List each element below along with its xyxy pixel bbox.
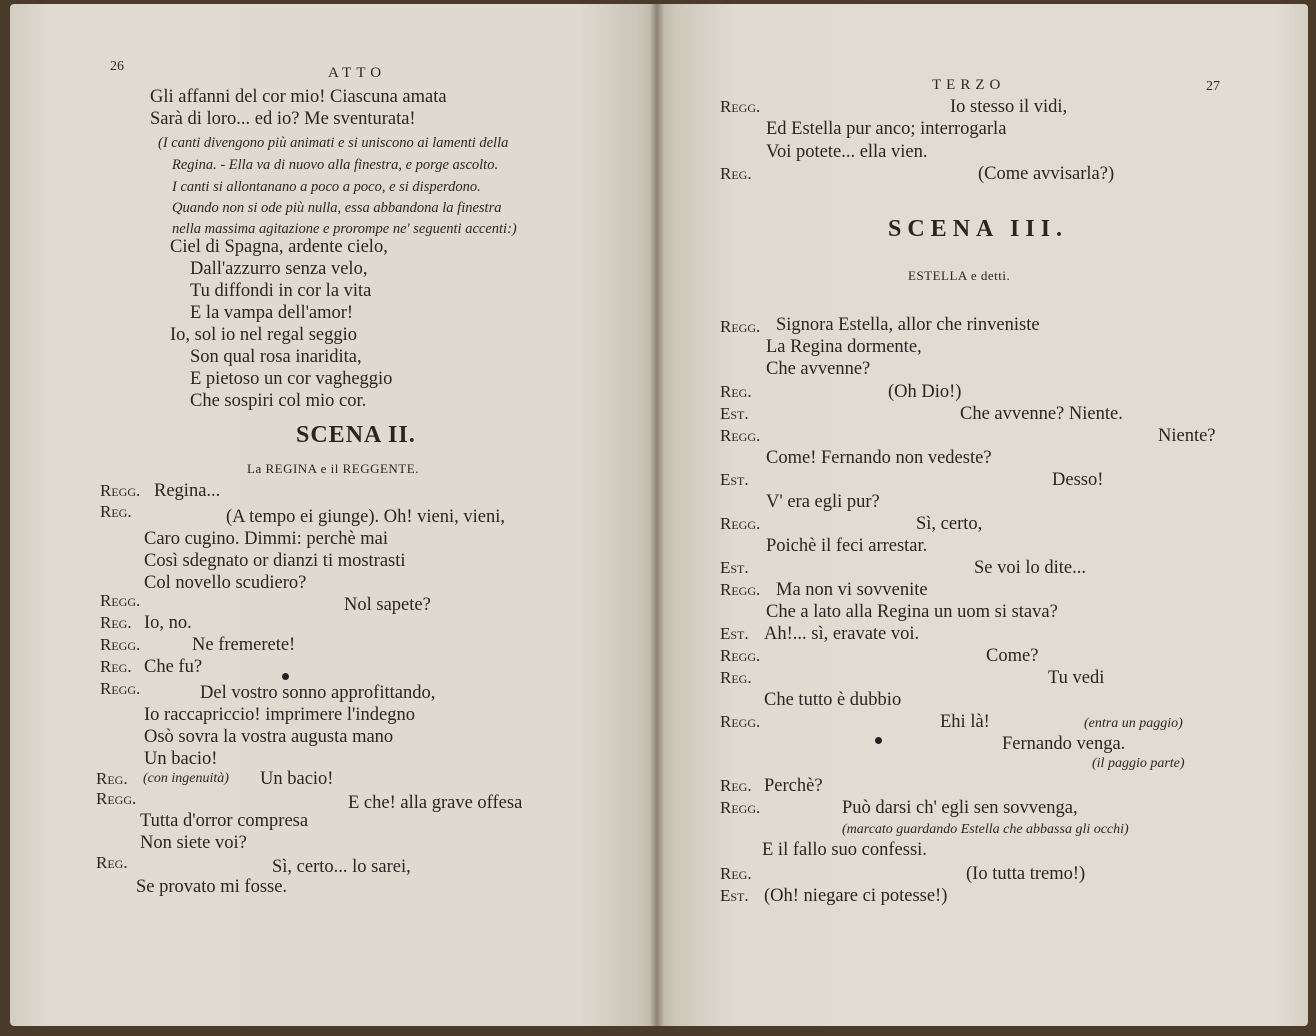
- dialogue-line: La Regina dormente,: [766, 337, 922, 357]
- ink-spot: [282, 673, 289, 680]
- stage-direction: Regina. - Ella va di nuovo alla finestra, e porge ascolto.: [172, 157, 499, 173]
- speaker: Est.: [720, 470, 749, 489]
- dialogue-line: Ma non vi sovvenite: [776, 580, 928, 600]
- dialogue-line: Poichè il feci arrestar.: [766, 536, 928, 556]
- dialogue-line: Perchè?: [764, 776, 823, 796]
- dialogue-line: Come! Fernando non vedeste?: [766, 448, 992, 468]
- dialogue-line: Caro cugino. Dimmi: perchè mai: [144, 529, 389, 549]
- dialogue-line: Ne fremerete!: [192, 635, 296, 655]
- stage-direction: (entra un paggio): [1084, 716, 1183, 731]
- aria-line: E pietoso un cor vagheggio: [190, 369, 393, 389]
- aria-line: Io, sol io nel regal seggio: [170, 325, 358, 345]
- dialogue-line: Ah!... sì, eravate voi.: [764, 624, 920, 644]
- dialogue-line: Signora Estella, allor che rinveniste: [776, 315, 1040, 335]
- verse-line: Gli affanni del cor mio! Ciascuna amata: [150, 87, 447, 107]
- scene-title: SCENA II.: [296, 422, 416, 448]
- dialogue-line: E il fallo suo confessi.: [762, 840, 927, 860]
- dialogue-line: V' era egli pur?: [766, 492, 880, 512]
- dialogue-line: Sì, certo... lo sarei,: [272, 857, 411, 877]
- dialogue-line: Come?: [986, 646, 1039, 666]
- page-number: 27: [1206, 79, 1220, 94]
- dialogue-line: Col novello scudiero?: [144, 573, 307, 593]
- stage-direction: (con ingenuità): [143, 771, 229, 786]
- speaker: Regg.: [720, 712, 761, 731]
- dialogue-line: Desso!: [1052, 470, 1104, 490]
- dialogue-line: Può darsi ch' egli sen sovvenga,: [842, 798, 1078, 818]
- speaker: Reg.: [720, 776, 752, 795]
- dialogue-line: Un bacio!: [260, 769, 334, 789]
- scene-cast: La REGINA e il REGGENTE.: [247, 461, 419, 476]
- ink-spot: [875, 737, 882, 744]
- dialogue-line: (Oh! niegare ci potesse!): [764, 886, 948, 906]
- stage-direction: (marcato guardando Estella che abbassa gli occhi): [842, 822, 1129, 837]
- dialogue-line: Se provato mi fosse.: [136, 877, 288, 897]
- speaker: Regg.: [720, 646, 761, 665]
- dialogue-line: Che avvenne? Niente.: [960, 404, 1123, 424]
- stage-direction: nella massima agitazione e prorompe ne' seguenti accenti:): [172, 221, 517, 237]
- aria-line: Che sospiri col mio cor.: [190, 391, 367, 411]
- left-page: [10, 4, 656, 1026]
- dialogue-line: Che a lato alla Regina un uom si stava?: [766, 602, 1058, 622]
- speaker: Reg.: [96, 769, 128, 788]
- speaker: Regg.: [720, 514, 761, 533]
- speaker: Regg.: [100, 591, 141, 610]
- speaker: Reg.: [720, 668, 752, 687]
- speaker: Reg.: [720, 164, 752, 183]
- dialogue-line: Sì, certo,: [916, 514, 983, 534]
- right-page: [656, 4, 1308, 1026]
- dialogue-line: Che fu?: [144, 657, 203, 677]
- dialogue-line: (Oh Dio!): [888, 382, 962, 402]
- aria-line: Ciel di Spagna, ardente cielo,: [170, 237, 388, 257]
- aria-line: E la vampa dell'amor!: [190, 303, 354, 323]
- dialogue-line: Io raccapriccio! imprimere l'indegno: [144, 705, 415, 725]
- verse-line: Sarà di loro... ed io? Me sventurata!: [150, 109, 416, 129]
- stage-direction: Quando non si ode più nulla, essa abbandona la finestra: [172, 200, 502, 216]
- speaker: Est.: [720, 624, 749, 643]
- dialogue-line: (Io tutta tremo!): [966, 864, 1086, 884]
- speaker: Regg.: [96, 789, 137, 808]
- dialogue-line: Un bacio!: [144, 749, 218, 769]
- speaker: Regg.: [720, 580, 761, 599]
- page-number: 26: [110, 59, 124, 74]
- stage-direction: (il paggio parte): [1092, 756, 1185, 771]
- dialogue-line: Io, no.: [144, 613, 192, 633]
- dialogue-line: Voi potete... ella vien.: [766, 142, 928, 162]
- stage-direction: I canti si allontanano a poco a poco, e si disperdono.: [172, 179, 481, 195]
- running-head: TERZO: [932, 77, 1006, 93]
- speaker: Regg.: [720, 798, 761, 817]
- dialogue-line: (Come avvisarla?): [978, 164, 1115, 184]
- aria-line: Son qual rosa inaridita,: [190, 347, 362, 367]
- speaker: Regg.: [100, 481, 141, 500]
- scene-cast: ESTELLA e detti.: [908, 268, 1011, 283]
- speaker: Regg.: [100, 679, 141, 698]
- scene-title: SCENA III.: [888, 216, 1069, 242]
- dialogue-line: Io stesso il vidi,: [950, 97, 1068, 117]
- speaker: Est.: [720, 886, 749, 905]
- dialogue-line: Niente?: [1158, 426, 1216, 446]
- dialogue-line: E che! alla grave offesa: [348, 793, 523, 813]
- dialogue-line: Ed Estella pur anco; interrogarla: [766, 119, 1007, 139]
- aria-line: Dall'azzurro senza velo,: [190, 259, 368, 279]
- speaker: Reg.: [720, 382, 752, 401]
- speaker: Regg.: [100, 635, 141, 654]
- speaker: Est.: [720, 558, 749, 577]
- dialogue-line: Così sdegnato or dianzi ti mostrasti: [144, 551, 406, 571]
- running-head: ATTO: [328, 65, 387, 81]
- speaker: Reg.: [100, 613, 132, 632]
- dialogue-line: Se voi lo dite...: [974, 558, 1087, 578]
- dialogue-line: Regina...: [154, 481, 221, 501]
- aria-line: Tu diffondi in cor la vita: [190, 281, 372, 301]
- dialogue-line: Osò sovra la vostra augusta mano: [144, 727, 394, 747]
- dialogue-line: Non siete voi?: [140, 833, 247, 853]
- speaker: Est.: [720, 404, 749, 423]
- speaker: Reg.: [720, 864, 752, 883]
- speaker: Reg.: [96, 853, 128, 872]
- speaker: Reg.: [100, 502, 132, 521]
- dialogue-line: Nol sapete?: [344, 595, 431, 615]
- dialogue-line: Che tutto è dubbio: [764, 690, 902, 710]
- speaker: Regg.: [720, 426, 761, 445]
- dialogue-line: Che avvenne?: [766, 359, 871, 379]
- dialogue-line: Fernando venga.: [1002, 734, 1126, 754]
- speaker: Regg.: [720, 317, 761, 336]
- stage-direction: (I canti divengono più animati e si uniscono ai lamenti della: [158, 135, 509, 151]
- dialogue-line: Ehi là!: [940, 712, 990, 732]
- dialogue-line: Tu vedi: [1048, 668, 1105, 688]
- speaker: Regg.: [720, 97, 761, 116]
- dialogue-line: Del vostro sonno approfittando,: [200, 683, 436, 703]
- book-gutter: [650, 4, 664, 1026]
- speaker: Reg.: [100, 657, 132, 676]
- dialogue-line: Tutta d'orror compresa: [140, 811, 309, 831]
- dialogue-line: (A tempo ei giunge). Oh! vieni, vieni,: [226, 507, 505, 527]
